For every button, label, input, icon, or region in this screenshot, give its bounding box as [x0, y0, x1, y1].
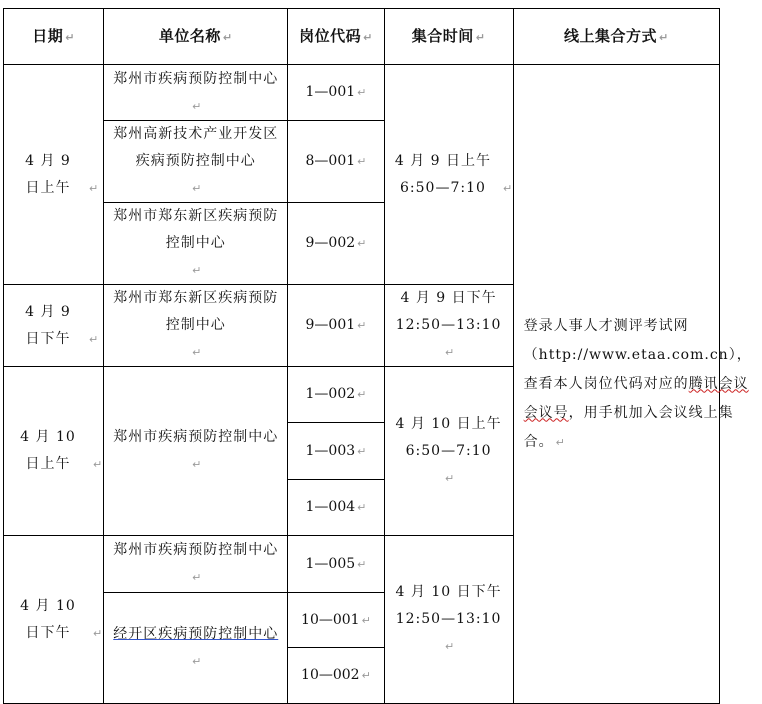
time-cell: 4 月 9 日上午 6:50—7:10 ↵: [384, 65, 513, 285]
return-mark-icon: ↵: [192, 655, 202, 668]
table-row: [4, 65, 720, 121]
return-mark-icon: ↵: [192, 458, 202, 471]
unit-cell: 经开区疾病预防控制中心↵: [104, 593, 288, 704]
return-mark-icon: ↵: [357, 155, 367, 168]
return-mark-icon: ↵: [192, 571, 202, 584]
code-cell: 1—003 ↵: [288, 423, 384, 480]
return-mark-icon: ↵: [222, 30, 233, 44]
unit-cell: 郑州市郑东新区疾病预防控制中心↵: [104, 285, 288, 367]
header-time: 集合时间 ↵: [384, 9, 513, 65]
code-cell: 10—001 ↵: [288, 593, 384, 648]
unit-cell: 郑州市疾病预防控制中心↵: [104, 65, 288, 121]
return-mark-icon: ↵: [444, 640, 455, 653]
return-mark-icon: ↵: [357, 319, 367, 332]
return-mark-icon: ↵: [357, 444, 367, 458]
header-code: 岗位代码 ↵: [288, 9, 384, 65]
unit-cell: 郑州市疾病预防控制中心↵: [104, 367, 288, 536]
return-mark-icon: ↵: [88, 181, 99, 195]
return-mark-icon: ↵: [65, 30, 75, 44]
return-mark-icon: ↵: [357, 388, 367, 401]
code-cell: 9—002 ↵: [288, 203, 384, 285]
time-cell: 4 月 10 日下午 12:50—13:10↵: [384, 536, 513, 704]
return-mark-icon: ↵: [361, 669, 371, 682]
date-cell: 4 月 9 日下午 ↵: [4, 285, 104, 367]
return-mark-icon: ↵: [192, 264, 202, 277]
code-cell: 8—001 ↵: [288, 121, 384, 203]
return-mark-icon: ↵: [444, 471, 455, 485]
return-mark-icon: ↵: [192, 99, 202, 113]
time-cell: 4 月 10 日上午 6:50—7:10↵: [384, 367, 513, 536]
date-cell: 4 月 10 日下午 ↵: [4, 536, 104, 704]
code-cell: 1—002 ↵: [288, 367, 384, 423]
code-cell: 1—004 ↵: [288, 480, 384, 536]
date-cell: 4 月 9 日上午 ↵: [4, 65, 104, 285]
online-method-cell: [513, 65, 752, 704]
schedule-table: [3, 8, 752, 704]
return-mark-icon: ↵: [658, 30, 669, 44]
return-mark-icon: ↵: [444, 346, 455, 359]
online-method-text: 登录人事人才测评考试网（http://www.etaa.com.cn），查看本人岗位代码对应的腾讯会议会议号，用手机加入会议线上集合。 ↵: [523, 317, 752, 450]
header-unit: 单位名称 ↵: [104, 9, 288, 65]
return-mark-icon: ↵: [192, 182, 202, 195]
time-cell: 4 月 9 日下午 12:50—13:10↵: [384, 285, 513, 367]
header-online: 线上集合方式 ↵: [513, 9, 719, 65]
code-cell: 1—001 ↵: [288, 65, 384, 121]
meeting-id-text: 腾讯会议会议号: [523, 375, 749, 421]
header-date: 日期 ↵: [4, 9, 104, 65]
return-mark-icon: ↵: [361, 613, 371, 627]
return-mark-icon: ↵: [88, 332, 99, 346]
return-mark-icon: ↵: [475, 30, 486, 44]
code-cell: 9—001 ↵: [288, 285, 384, 367]
return-mark-icon: ↵: [502, 181, 513, 195]
date-cell: 4 月 10 日上午 ↵: [4, 367, 104, 536]
return-mark-icon: ↵: [357, 237, 367, 250]
code-cell: 1—005 ↵: [288, 536, 384, 593]
unit-cell: 郑州市郑东新区疾病预防控制中心↵: [104, 203, 288, 285]
return-mark-icon: ↵: [92, 458, 103, 471]
return-mark-icon: ↵: [363, 30, 373, 44]
return-mark-icon: ↵: [192, 346, 202, 359]
table-header-row: [4, 9, 720, 65]
return-mark-icon: ↵: [555, 435, 566, 449]
unit-cell: 郑州市疾病预防控制中心↵: [104, 536, 288, 593]
code-cell: 10—002 ↵: [288, 648, 384, 704]
return-mark-icon: ↵: [357, 557, 367, 571]
return-mark-icon: ↵: [357, 501, 367, 514]
return-mark-icon: ↵: [92, 626, 103, 640]
return-mark-icon: ↵: [357, 86, 367, 99]
unit-cell: 郑州高新技术产业开发区疾病预防控制中心↵: [104, 121, 288, 203]
